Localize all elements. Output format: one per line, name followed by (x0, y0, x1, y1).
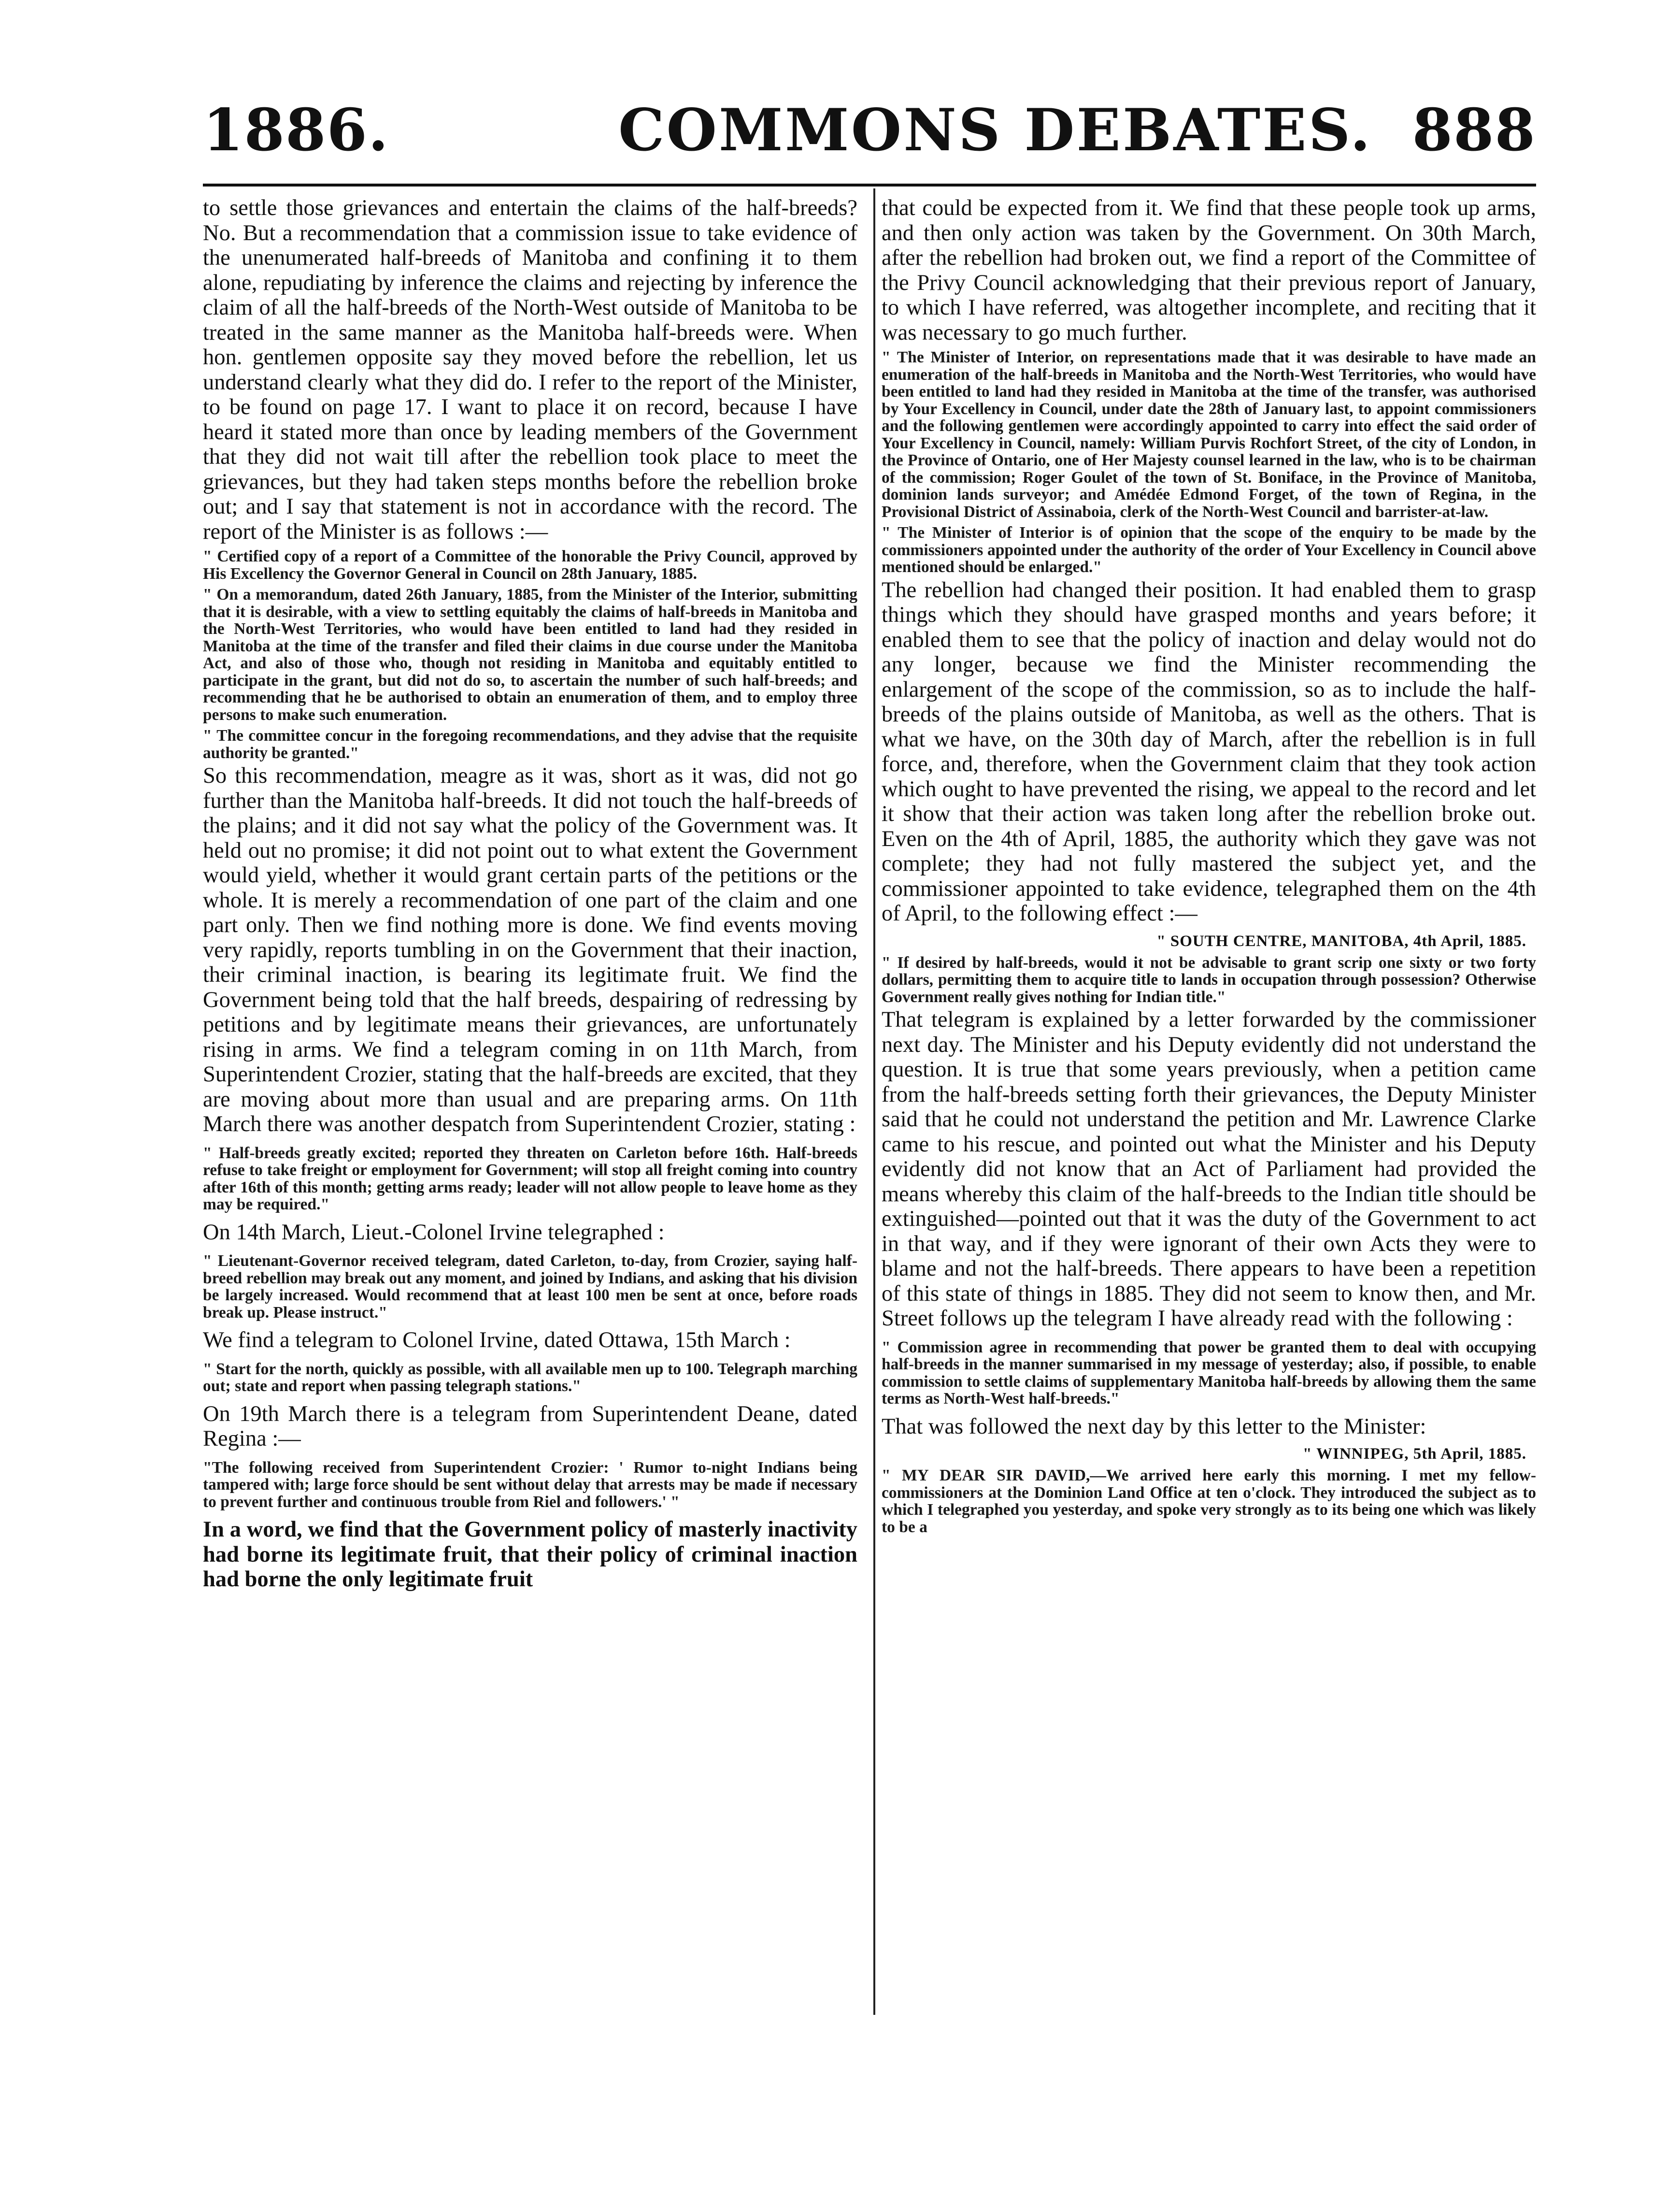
quoted-text: " The Minister of Interior, on representations made that it was desirable to have made an enumeration of the half-breeds in Manitoba and the North-West Territories, who would have been entitled to land had they resided in Manitoba at the time of the transfer, was authorised by Your Excellency in Council, under date the 28th of January last, to appoint commissioners and the following gentlemen were accordingly appointed to carry into effect the said order of Your Excellency in Council, namely: William Purvis Rochfort Street, of the city of London, in the Province of Ontario, one of Her Majesty counsel learned in the law, who is to be chairman of the commission; Roger Goulet of the town of St. Boniface, in the Province of Manitoba, dominion lands surveyor; and Amédée Edmond Forget, of the town of Regina, in the Provisional District of Assinaboia, clerk of the North-West Council and barrister-at-law. (882, 348, 1536, 521)
quoted-text: " The committee concur in the foregoing recommendations, and they advise that the requisite authority be granted." (203, 727, 857, 762)
paragraph: On 19th March there is a telegram from Superintendent Deane, dated Regina :— (203, 1401, 857, 1451)
left-column (203, 196, 857, 1596)
right-column (882, 196, 1536, 1537)
paragraph: On 14th March, Lieut.-Colonel Irvine telegraphed : (203, 1220, 665, 1245)
paragraph: In a word, we find that the Government policy of masterly inactivity had borne its legitimate fruit, that their policy of criminal inaction had borne the only legitimate fruit (203, 1517, 857, 1592)
header-title: COMMONS DEBATES. (618, 96, 1372, 164)
dateline: " WINNIPEG, 5th April, 1885. (1303, 1445, 1526, 1463)
quoted-text: " Half-breeds greatly excited; reported they threaten on Carleton before 16th. Half-breeds refuse to take freight or employment for Government; will stop all freight coming into country after 16th of this month; getting arms ready; leader will not allow people to leave home as they may be required." (203, 1144, 857, 1213)
quoted-text: " The Minister of Interior is of opinion that the scope of the enquiry to be made by the commissioners appointed under the authority of the order of Your Excellency in Council above mentioned should be enlarged." (882, 524, 1536, 576)
header-rule (203, 184, 1536, 187)
quoted-text: " Certified copy of a report of a Committee of the honorable the Privy Council, approved by His Excellency the Governor General in Council on 28th January, 1885. (203, 547, 857, 583)
quoted-text: " On a memorandum, dated 26th January, 1885, from the Minister of the Interior, submitting that it is desirable, with a view to settling equitably the claims of half-breeds in Manitoba and the North-West Territories, who would have been entitled to land had they resided in Manitoba at the time of the transfer and filed their claims in due course under the Manitoba Act, and also of those who, though not residing in Manitoba and equitably entitled to participate in the grant, but did not do so, to ascertain the number of such half-breeds; and recommending that he be authorised to obtain an enumeration of them, and to employ three persons to make such enumeration. (203, 586, 857, 724)
paragraph: that could be expected from it. We find that these people took up arms, and then only action was taken by the Government. On 30th March, after the rebellion had broken out, we find a report of the Committee of the Privy Council acknowledging that their previous report of January, to which I have referred, was altogether incomplete, and reciting that it was necessary to go much further. (882, 196, 1536, 345)
header-page-number: 888 (1412, 96, 1536, 164)
quoted-text: "The following received from Superintendent Crozier: ' Rumor to-night Indians being tampered with; large force should be sent without delay that arrests may be made if necessary to prevent further and continuous trouble from Riel and followers.' " (203, 1458, 857, 1511)
paragraph: The rebellion had changed their position. It had enabled them to grasp things which they should have grasped months and years before; it enabled them to see that the policy of inaction and delay would not do any longer, because we find the Minister recommending the enlargement of the scope of the commission, so as to include the half-breeds of the plains outside of Manitoba, as well as the others. That is what we have, on the 30th day of March, after the rebellion is in full force, and, therefore, when the Government claim that they took action which ought to have prevented the rising, we appeal to the record and let it show that their action was taken long after the rebellion broke out. Even on the 4th of April, 1885, the authority which they gave was not complete; they had not fully mastered the subject yet, and the commissioner appointed to take evidence, telegraphed them on the 4th of April, to the following effect :— (882, 577, 1536, 926)
quoted-text: " If desired by half-breeds, would it not be advisable to grant scrip one sixty or two forty dollars, permitting them to acquire title to lands in occupation through possession? Otherwise Government really gives nothing for Indian title." (882, 953, 1536, 1006)
quoted-text: " Start for the north, quickly as possible, with all available men up to 100. Telegraph marching out; state and report when passing telegraph stations." (203, 1360, 857, 1395)
header-year: 1886. (203, 96, 389, 164)
quoted-text: " MY DEAR SIR DAVID,—We arrived here early this morning. I met my fellow-commissioners at the Dominion Land Office at ten o'clock. They introduced the subject as to which I telegraphed you yesterday, and spoke very strongly as to its being one which was likely to be a (882, 1466, 1536, 1536)
column-divider (873, 188, 875, 2015)
quoted-text: " Lieutenant-Governor received telegram, dated Carleton, to-day, from Crozier, saying half-breed rebellion may break out any moment, and joined by Indians, and asking that his division be largely increased. Would recommend that at least 100 men be sent at once, before roads break up. Please instruct." (203, 1252, 857, 1321)
paragraph: to settle those grievances and entertain the claims of the half-breeds? No. But a recommendation that a commission issue to take evidence of the unenumerated half-breeds of Manitoba and confining it to them alone, repudiating by inference the claims and rejecting by inference the claim of all the half-breeds of the North-West outside of Manitoba to be treated in the same manner as the Manitoba half-breeds were. When hon. gentlemen opposite say they moved before the rebellion, let us understand clearly what they did do. I refer to the report of the Minister, to be found on page 17. I want to place it on record, because I have heard it stated more than once by leading members of the Government that they did not wait till after the rebellion took place to meet the grievances, but they had taken steps months before the rebellion broke out; and I say that statement is not in accordance with the record. The report of the Minister is as follows :— (203, 196, 857, 544)
paragraph: That telegram is explained by a letter forwarded by the commissioner next day. The Minister and his Deputy evidently did not understand the question. It is true that some years previously, when a petition came from the half-breeds setting forth their grievances, the Deputy Minister said that he could not understand the petition and Mr. Lawrence Clarke came to his rescue, and pointed out what the Minister and his Deputy evidently did not know that an Act of Parliament had provided the means whereby this claim of the half-breeds to the Indian title should be extinguished—pointed out that it was the duty of the Government to act in that way, and if they were ignorant of their own Acts they were to blame and not the half-breeds. There appears to have been a repetition of this state of things in 1885. They did not seem to know then, and Mr. Street follows up the telegram I have already read with the following : (882, 1007, 1536, 1331)
paragraph: That was followed the next day by this letter to the Minister: (882, 1414, 1426, 1439)
paragraph: So this recommendation, meagre as it was, short as it was, did not go further than the Manitoba half-breeds. It did not touch the half-breeds of the plains; and it did not say what the policy of the Government was. It held out no promise; it did not point out to what extent the Government would yield, whether it would grant certain parts of the petitions or the whole. It is merely a recommendation of one part of the claim and one part only. Then we find nothing more is done. We find events moving very rapidly, reports tumbling in on the Government that their inaction, their criminal inaction, is bearing its legitimate fruit. We find the Government being told that the half breeds, despairing of redressing by petitions and by legitimate means their grievances, are unfortunately rising in arms. We find a telegram coming in on 11th March, from Superintendent Crozier, stating that the half-breeds are excited, that they are moving about more than usual and are preparing arms. On 11th March there was another despatch from Superintendent Crozier, stating : (203, 763, 857, 1136)
paragraph: We find a telegram to Colonel Irvine, dated Ottawa, 15th March : (203, 1328, 791, 1352)
dateline: " SOUTH CENTRE, MANITOBA, 4th April, 1885. (1156, 932, 1526, 950)
quoted-text: " Commission agree in recommending that power be granted them to deal with occupying half-breeds in the manner summarised in my message of yesterday; also, if possible, to enable commission to settle claims of supplementary Manitoba half-breeds by allowing them the same terms as North-West half-breeds." (882, 1338, 1536, 1408)
page-header (203, 92, 1536, 164)
